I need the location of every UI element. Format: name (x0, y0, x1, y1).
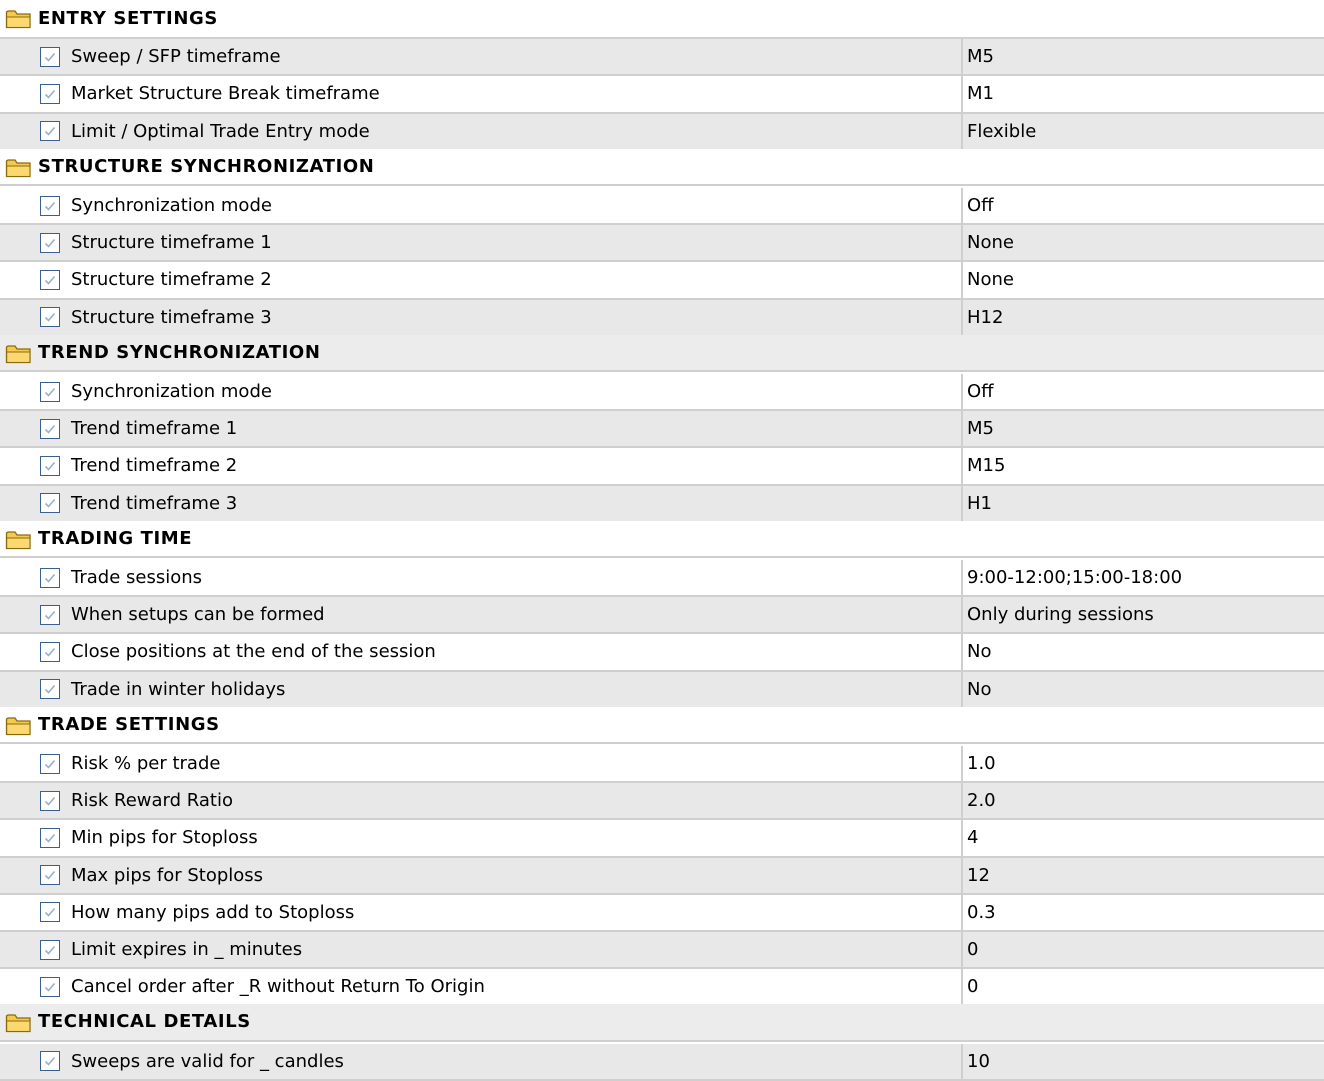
checkmark-icon (43, 459, 57, 473)
parameter-value[interactable]: 0 (967, 939, 979, 961)
enable-checkbox[interactable] (40, 940, 60, 960)
parameter-row[interactable] (0, 969, 1324, 1006)
column-divider (961, 969, 963, 1004)
column-divider (961, 188, 963, 223)
parameter-value[interactable]: Off (967, 195, 994, 217)
checkmark-icon (43, 199, 57, 213)
enable-checkbox[interactable] (40, 493, 60, 513)
parameter-label: Trend timeframe 2 (71, 455, 238, 477)
column-divider (961, 746, 963, 781)
enable-checkbox[interactable] (40, 47, 60, 67)
parameter-value[interactable]: Flexible (967, 120, 1037, 142)
parameter-value[interactable]: Off (967, 381, 994, 403)
checkmark-icon (43, 87, 57, 101)
enable-checkbox[interactable] (40, 419, 60, 439)
enable-checkbox[interactable] (40, 270, 60, 290)
folder-icon (5, 157, 33, 178)
parameter-label: Cancel order after _R without Return To Origin (71, 976, 485, 998)
parameter-value[interactable]: 2.0 (967, 790, 996, 812)
parameter-label: Min pips for Stoploss (71, 827, 258, 849)
column-divider (961, 114, 963, 149)
checkmark-icon (43, 943, 57, 957)
checkmark-icon (43, 757, 57, 771)
column-divider (961, 820, 963, 855)
enable-checkbox[interactable] (40, 307, 60, 327)
column-divider (961, 486, 963, 521)
parameter-row[interactable] (0, 746, 1324, 783)
enable-checkbox[interactable] (40, 121, 60, 141)
folder-icon (5, 715, 33, 736)
enable-checkbox[interactable] (40, 754, 60, 774)
enable-checkbox[interactable] (40, 233, 60, 253)
enable-checkbox[interactable] (40, 642, 60, 662)
parameter-value[interactable]: Only during sessions (967, 604, 1154, 626)
parameter-value[interactable]: H12 (967, 306, 1004, 328)
column-divider (961, 932, 963, 967)
group-title: ENTRY SETTINGS (38, 8, 218, 30)
column-divider (961, 597, 963, 632)
group-title: TREND SYNCHRONIZATION (38, 341, 321, 363)
group-header[interactable] (0, 521, 1324, 558)
group-title: STRUCTURE SYNCHRONIZATION (38, 155, 375, 177)
parameter-row[interactable] (0, 932, 1324, 969)
checkmark-icon (43, 608, 57, 622)
parameter-row[interactable] (0, 820, 1324, 857)
parameter-label: Structure timeframe 2 (71, 269, 272, 291)
column-divider (961, 448, 963, 483)
parameter-label: Limit expires in _ minutes (71, 939, 303, 961)
column-divider (961, 895, 963, 930)
enable-checkbox[interactable] (40, 568, 60, 588)
column-divider (961, 858, 963, 893)
enable-checkbox[interactable] (40, 382, 60, 402)
enable-checkbox[interactable] (40, 196, 60, 216)
group-header[interactable] (0, 149, 1324, 186)
checkmark-icon (43, 905, 57, 919)
group-header[interactable] (0, 0, 1324, 39)
checkmark-icon (43, 1054, 57, 1068)
parameter-label: Risk Reward Ratio (71, 790, 233, 812)
parameter-label: Risk % per trade (71, 753, 221, 775)
parameter-label: Sweeps are valid for _ candles (71, 1050, 344, 1072)
checkmark-icon (43, 310, 57, 324)
checkmark-icon (43, 385, 57, 399)
parameter-label: Close positions at the end of the session (71, 641, 436, 663)
enable-checkbox[interactable] (40, 84, 60, 104)
checkmark-icon (43, 571, 57, 585)
group-title: TECHNICAL DETAILS (38, 1011, 251, 1033)
parameter-value[interactable]: 1.0 (967, 753, 996, 775)
parameter-value[interactable]: 0 (967, 976, 979, 998)
parameter-row[interactable] (0, 560, 1324, 597)
parameter-row[interactable] (0, 634, 1324, 671)
folder-icon (5, 529, 33, 550)
folder-icon (5, 8, 33, 29)
column-divider (961, 262, 963, 297)
parameter-label: Structure timeframe 3 (71, 306, 272, 328)
parameter-value[interactable]: 12 (967, 864, 990, 886)
parameter-row[interactable] (0, 411, 1324, 448)
checkmark-icon (43, 794, 57, 808)
parameter-row[interactable] (0, 262, 1324, 299)
column-divider (961, 783, 963, 818)
checkmark-icon (43, 422, 57, 436)
parameter-label: Synchronization mode (71, 381, 272, 403)
parameter-row[interactable] (0, 39, 1324, 76)
group-header[interactable] (0, 707, 1324, 744)
checkmark-icon (43, 236, 57, 250)
parameter-label: How many pips add to Stoploss (71, 901, 355, 923)
enable-checkbox[interactable] (40, 977, 60, 997)
parameter-row[interactable] (0, 374, 1324, 411)
enable-checkbox[interactable] (40, 828, 60, 848)
parameter-value[interactable]: M5 (967, 418, 994, 440)
parameter-value[interactable]: M5 (967, 46, 994, 68)
enable-checkbox[interactable] (40, 456, 60, 476)
parameter-label: Max pips for Stoploss (71, 864, 264, 886)
parameter-label: When setups can be formed (71, 604, 325, 626)
parameter-label: Trade in winter holidays (71, 678, 286, 700)
parameter-row[interactable] (0, 225, 1324, 262)
column-divider (961, 76, 963, 111)
parameter-row[interactable] (0, 672, 1324, 709)
parameter-value[interactable]: None (967, 232, 1014, 254)
parameter-row[interactable] (0, 858, 1324, 895)
group-header[interactable] (0, 1004, 1324, 1041)
parameter-row[interactable] (0, 114, 1324, 151)
parameter-value[interactable]: 9:00-12:00;15:00-18:00 (967, 567, 1183, 589)
parameter-row[interactable] (0, 1044, 1324, 1081)
parameter-label: Trade sessions (71, 567, 203, 589)
parameter-row[interactable] (0, 597, 1324, 634)
parameter-row[interactable] (0, 895, 1324, 932)
checkmark-icon (43, 50, 57, 64)
group-title: TRADING TIME (38, 527, 193, 549)
checkmark-icon (43, 868, 57, 882)
folder-icon (5, 343, 33, 364)
parameter-value[interactable]: 10 (967, 1050, 990, 1072)
parameter-value[interactable]: 4 (967, 827, 979, 849)
parameter-value[interactable]: No (967, 641, 992, 663)
parameter-label: Market Structure Break timeframe (71, 83, 380, 105)
enable-checkbox[interactable] (40, 605, 60, 625)
enable-checkbox[interactable] (40, 865, 60, 885)
enable-checkbox[interactable] (40, 791, 60, 811)
parameter-label: Synchronization mode (71, 195, 272, 217)
column-divider (961, 300, 963, 335)
column-divider (961, 374, 963, 409)
column-divider (961, 225, 963, 260)
checkmark-icon (43, 496, 57, 510)
enable-checkbox[interactable] (40, 1051, 60, 1071)
parameter-row[interactable] (0, 300, 1324, 337)
enable-checkbox[interactable] (40, 679, 60, 699)
parameter-value[interactable]: None (967, 269, 1014, 291)
parameter-value[interactable]: H1 (967, 492, 992, 514)
checkmark-icon (43, 980, 57, 994)
parameter-label: Trend timeframe 3 (71, 492, 238, 514)
parameter-value[interactable]: 0.3 (967, 901, 996, 923)
column-divider (961, 411, 963, 446)
checkmark-icon (43, 645, 57, 659)
parameter-value[interactable]: M15 (967, 455, 1006, 477)
parameter-label: Limit / Optimal Trade Entry mode (71, 120, 370, 142)
column-divider (961, 672, 963, 707)
checkmark-icon (43, 831, 57, 845)
parameter-row[interactable] (0, 486, 1324, 523)
parameter-row[interactable] (0, 188, 1324, 225)
column-divider (961, 560, 963, 595)
column-divider (961, 1044, 963, 1079)
checkmark-icon (43, 124, 57, 138)
group-header[interactable] (0, 335, 1324, 372)
parameter-label: Trend timeframe 1 (71, 418, 238, 440)
parameter-label: Structure timeframe 1 (71, 232, 272, 254)
enable-checkbox[interactable] (40, 902, 60, 922)
parameter-row[interactable] (0, 783, 1324, 820)
parameter-row[interactable] (0, 76, 1324, 113)
parameter-value[interactable]: M1 (967, 83, 994, 105)
column-divider (961, 634, 963, 669)
parameter-value[interactable]: No (967, 678, 992, 700)
column-divider (961, 39, 963, 74)
group-title: TRADE SETTINGS (38, 713, 220, 735)
parameter-label: Sweep / SFP timeframe (71, 46, 281, 68)
checkmark-icon (43, 273, 57, 287)
folder-icon (5, 1012, 33, 1033)
parameter-row[interactable] (0, 448, 1324, 485)
checkmark-icon (43, 682, 57, 696)
